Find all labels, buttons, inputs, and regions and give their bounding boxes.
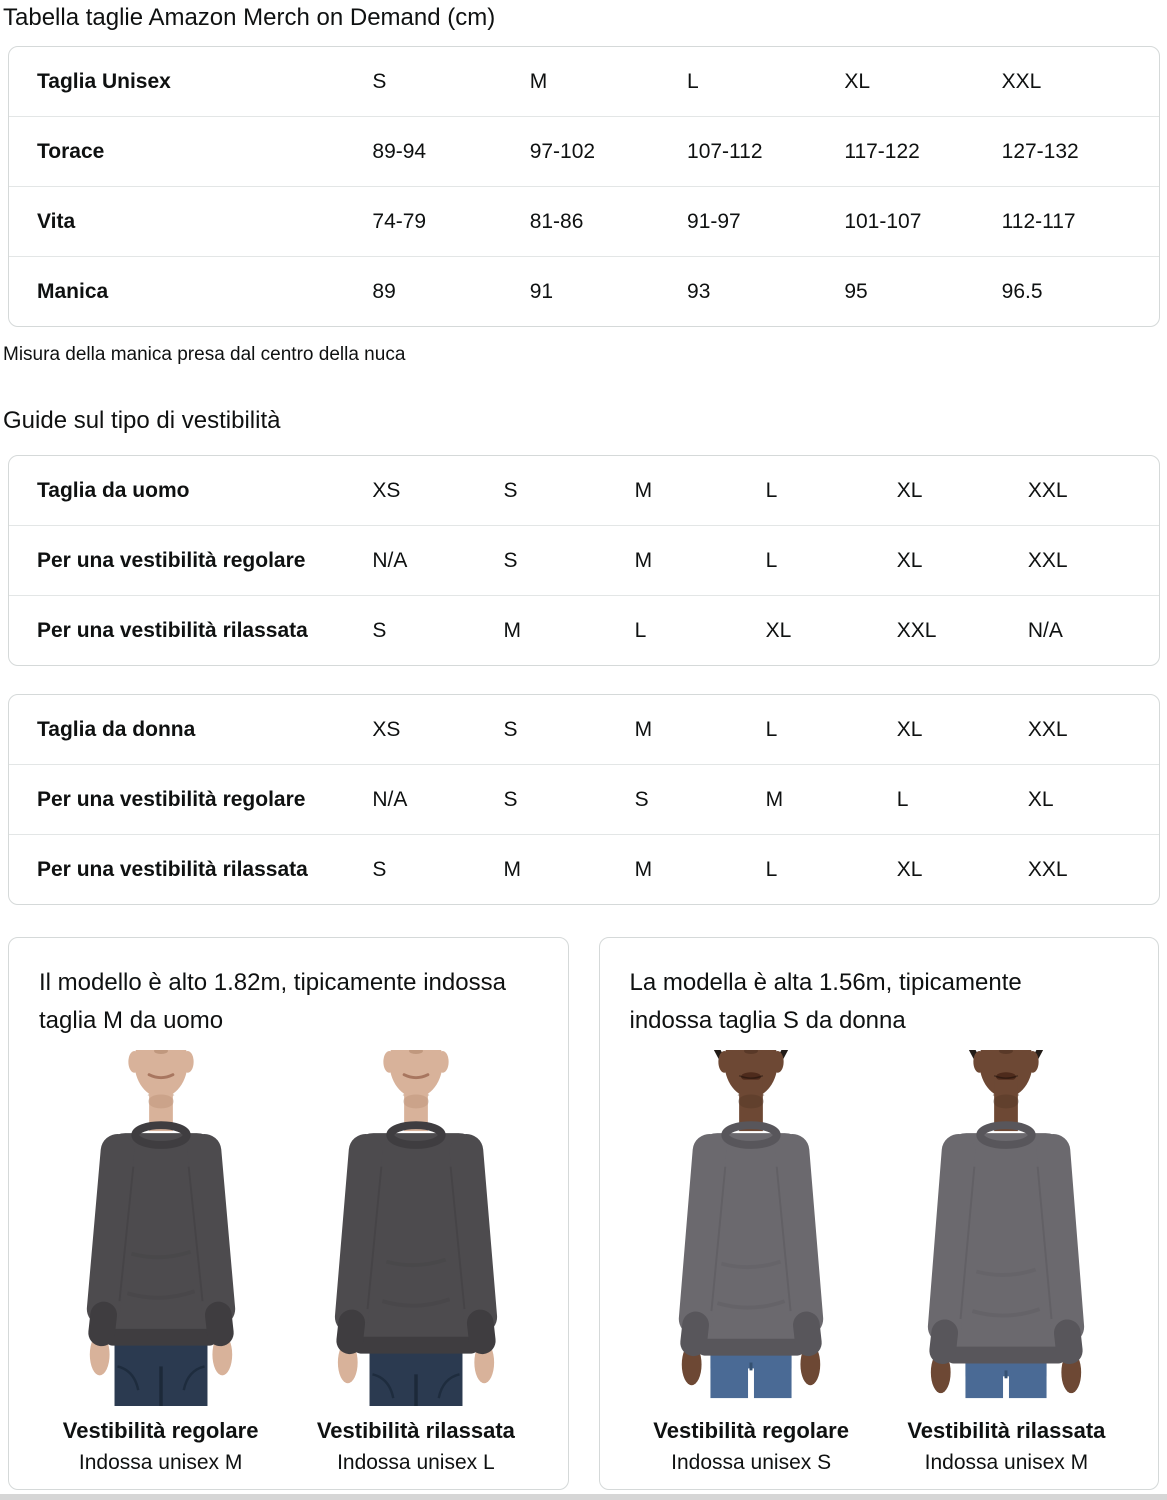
column-header: L — [765, 478, 778, 502]
column-header: XXL — [1027, 717, 1068, 741]
size-cell: 91-97 — [687, 187, 844, 257]
size-cell: XXL — [1028, 526, 1159, 596]
female-relaxed-figure — [879, 1050, 1134, 1475]
female-regular-photo — [628, 1050, 874, 1406]
size-cell: 127-132 — [1002, 117, 1159, 187]
size-cell: S — [503, 526, 634, 596]
size-cell: S — [635, 765, 766, 835]
size-cell: XL — [766, 596, 897, 666]
row-label: Per una vestibilità rilassata — [9, 835, 372, 905]
row-label: Torace — [9, 117, 372, 187]
table-row — [9, 187, 1159, 257]
fit-caption: Vestibilità regolare — [62, 1418, 259, 1443]
size-cell: N/A — [372, 526, 503, 596]
size-caption: Indossa unisex L — [337, 1451, 495, 1474]
column-header: XL — [844, 69, 871, 93]
size-cell: N/A — [1028, 596, 1159, 666]
size-cell: 95 — [844, 257, 1001, 327]
size-cell: S — [503, 765, 634, 835]
size-cell: 91 — [530, 257, 687, 327]
size-cell: L — [635, 596, 766, 666]
size-cell: L — [766, 526, 897, 596]
womens-fit-table-grid — [9, 695, 1159, 904]
size-cell: 89-94 — [372, 117, 529, 187]
fit-guide-heading: Guide sul tipo di vestibilità — [3, 407, 281, 434]
male-figures-row — [33, 1050, 544, 1475]
male-model-card — [8, 937, 569, 1490]
size-cell: 101-107 — [844, 187, 1001, 257]
size-cell: S — [372, 835, 503, 905]
row-label: Per una vestibilità rilassata — [9, 596, 372, 666]
size-cell: S — [372, 596, 503, 666]
table-row — [9, 117, 1159, 187]
row-label: Vita — [9, 187, 372, 257]
column-header: XS — [372, 717, 401, 741]
size-cell: 74-79 — [372, 187, 529, 257]
size-cell: M — [503, 835, 634, 905]
male-regular-photo — [38, 1050, 284, 1406]
column-header: L — [765, 717, 778, 741]
bottom-divider — [0, 1494, 1167, 1500]
male-relaxed-figure — [288, 1050, 543, 1475]
unisex-size-table — [8, 46, 1160, 327]
male-relaxed-photo — [293, 1050, 539, 1406]
size-caption: Indossa unisex M — [924, 1451, 1089, 1474]
column-header: S — [372, 69, 387, 93]
column-header: XL — [896, 478, 923, 502]
table-header-row — [9, 47, 1159, 117]
fit-model-cards — [8, 937, 1159, 1490]
column-header: L — [687, 69, 699, 93]
female-model-description: La modella è alta 1.56m, tipicamente indossa taglia S da donna — [629, 969, 1022, 1034]
size-cell: N/A — [372, 765, 503, 835]
column-header: XS — [372, 478, 401, 502]
size-cell: XL — [1028, 765, 1159, 835]
female-figures-row — [624, 1050, 1135, 1475]
size-cell: XL — [897, 835, 1028, 905]
womens-fit-table — [8, 694, 1160, 905]
row-label: Manica — [9, 257, 372, 327]
size-cell: 112-117 — [1002, 187, 1159, 257]
mens-fit-table-grid — [9, 456, 1159, 665]
size-cell: 97-102 — [530, 117, 687, 187]
table-row — [9, 596, 1159, 666]
table-row — [9, 526, 1159, 596]
table-header-row — [9, 695, 1159, 765]
column-header: M — [529, 69, 548, 93]
column-header: M — [634, 717, 653, 741]
table-row — [9, 257, 1159, 327]
female-regular-figure — [624, 1050, 879, 1475]
fit-caption: Vestibilità regolare — [653, 1418, 849, 1443]
female-model-card — [599, 937, 1160, 1490]
table-row — [9, 765, 1159, 835]
size-cell: 89 — [372, 257, 529, 327]
size-cell: M — [635, 526, 766, 596]
size-cell: M — [766, 765, 897, 835]
row-label: Per una vestibilità regolare — [9, 765, 372, 835]
table-row — [9, 835, 1159, 905]
size-cell: M — [635, 835, 766, 905]
row-label: Per una vestibilità regolare — [9, 526, 372, 596]
size-cell: 93 — [687, 257, 844, 327]
size-cell: XL — [897, 526, 1028, 596]
unisex-size-table-grid — [9, 47, 1159, 326]
size-cell: M — [503, 596, 634, 666]
page-title: Tabella taglie Amazon Merch on Demand (cm) — [3, 4, 496, 31]
female-relaxed-photo — [883, 1050, 1129, 1406]
table-header-row — [9, 456, 1159, 526]
size-cell: L — [897, 765, 1028, 835]
fit-caption: Vestibilità rilassata — [907, 1418, 1106, 1443]
fit-caption: Vestibilità rilassata — [316, 1418, 515, 1443]
size-caption: Indossa unisex S — [671, 1451, 832, 1474]
male-model-description: Il modello è alto 1.82m, tipicamente indossa taglia M da uomo — [39, 969, 506, 1034]
column-header: XL — [896, 717, 923, 741]
mens-fit-table — [8, 455, 1160, 666]
size-caption: Indossa unisex M — [78, 1451, 243, 1474]
column-header: XXL — [1027, 478, 1068, 502]
size-cell: 96.5 — [1002, 257, 1159, 327]
size-cell: L — [766, 835, 897, 905]
column-header: Taglia da donna — [37, 717, 196, 741]
sleeve-measure-note: Misura della manica presa dal centro della nuca — [3, 344, 406, 365]
size-cell: 117-122 — [844, 117, 1001, 187]
size-cell: XXL — [897, 596, 1028, 666]
size-cell: XXL — [1028, 835, 1159, 905]
size-cell: 81-86 — [530, 187, 687, 257]
column-header: Taglia Unisex — [37, 69, 171, 93]
column-header: S — [503, 478, 518, 502]
column-header: S — [503, 717, 518, 741]
size-cell: 107-112 — [687, 117, 844, 187]
column-header: M — [634, 478, 653, 502]
column-header: Taglia da uomo — [37, 478, 190, 502]
male-regular-figure — [33, 1050, 288, 1475]
column-header: XXL — [1001, 69, 1042, 93]
